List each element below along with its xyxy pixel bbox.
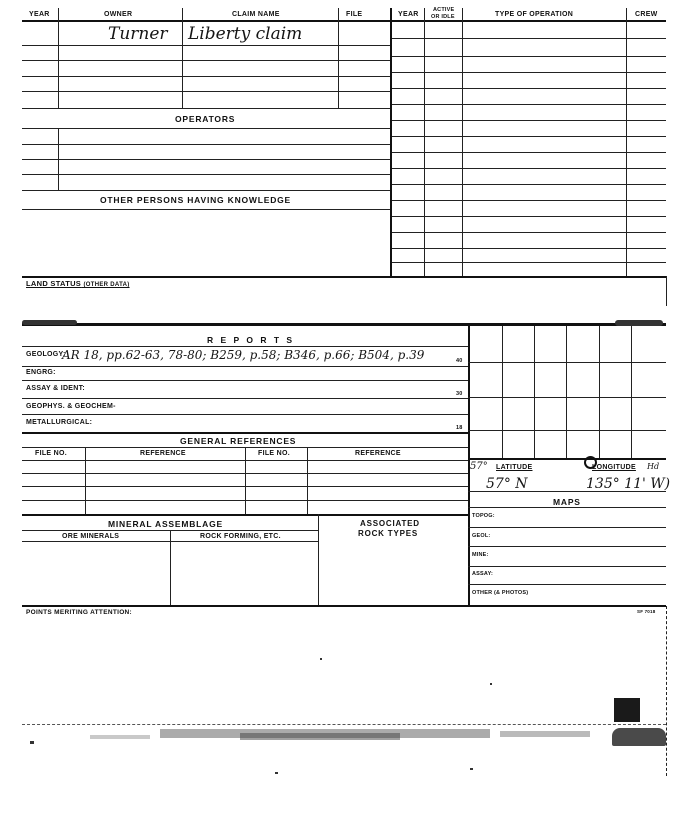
longitude-label: LONGITUDE [592,464,636,471]
assay-number: 30 [456,391,463,397]
latitude-value: 57° N [486,476,528,492]
geology-label: GEOLOGY: [26,351,66,358]
form-number: SF 7018 [637,609,656,614]
header-claim-name: CLAIM NAME [232,11,280,18]
header-year: YEAR [29,11,50,18]
general-references-title: GENERAL REFERENCES [180,436,297,446]
maps-geol: GEOL: [472,533,491,539]
header-type-of-operation: TYPE OF OPERATION [495,11,574,18]
ore-minerals-label: ORE MINERALS [62,533,120,540]
header-owner: OWNER [104,11,133,18]
land-status-label: LAND STATUS (OTHER DATA) [26,279,130,288]
claim-value: Liberty claim [188,24,303,44]
assay-label: ASSAY & IDENT: [26,385,86,392]
ref-col-file-1: FILE NO. [35,450,67,457]
header-file: FILE [346,11,363,18]
geology-number: 40 [456,358,463,364]
maps-title: MAPS [553,497,581,507]
longitude-suffix: Hd [647,462,660,471]
owner-value: Turner [108,24,168,44]
metallurgical-label: METALLURGICAL: [26,419,93,426]
header-year-2: YEAR [398,11,419,18]
latitude-prefix: 57° [470,461,488,472]
metallurgical-number: 18 [456,425,463,431]
circle-mark-icon [584,456,597,469]
rock-forming-label: ROCK FORMING, ETC. [200,533,281,540]
maps-other: OTHER (& PHOTOS) [472,590,529,596]
associated-label: ASSOCIATED [360,519,420,528]
geophys-label: GEOPHYS. & GEOCHEM- [26,403,116,410]
mineral-assemblage-title: MINERAL ASSEMBLAGE [108,519,223,529]
rock-types-label: ROCK TYPES [358,529,419,538]
header-crew: CREW [635,11,658,18]
latitude-label: LATITUDE [496,464,533,471]
operators-label: OPERATORS [175,114,236,124]
ref-col-reference-2: REFERENCE [355,450,401,457]
geology-value: AR 18, pp.62-63, 78-80; B259, p.58; B346, p.66; B504, p.39 [62,348,425,362]
header-active: ACTIVE [433,7,455,13]
longitude-value: 135° 11' W) [586,476,671,492]
maps-topog: TOPOG: [472,513,495,519]
other-persons-label: OTHER PERSONS HAVING KNOWLEDGE [100,195,292,205]
engrg-label: ENGRG: [26,369,56,376]
ref-col-file-2: FILE NO. [258,450,290,457]
header-or-idle: OR IDLE [431,14,455,20]
points-label: POINTS MERITING ATTENTION: [26,609,133,616]
reports-title: R E P O R T S [207,335,295,345]
maps-mine: MINE: [472,552,489,558]
ref-col-reference-1: REFERENCE [140,450,186,457]
maps-assay: ASSAY: [472,571,494,577]
